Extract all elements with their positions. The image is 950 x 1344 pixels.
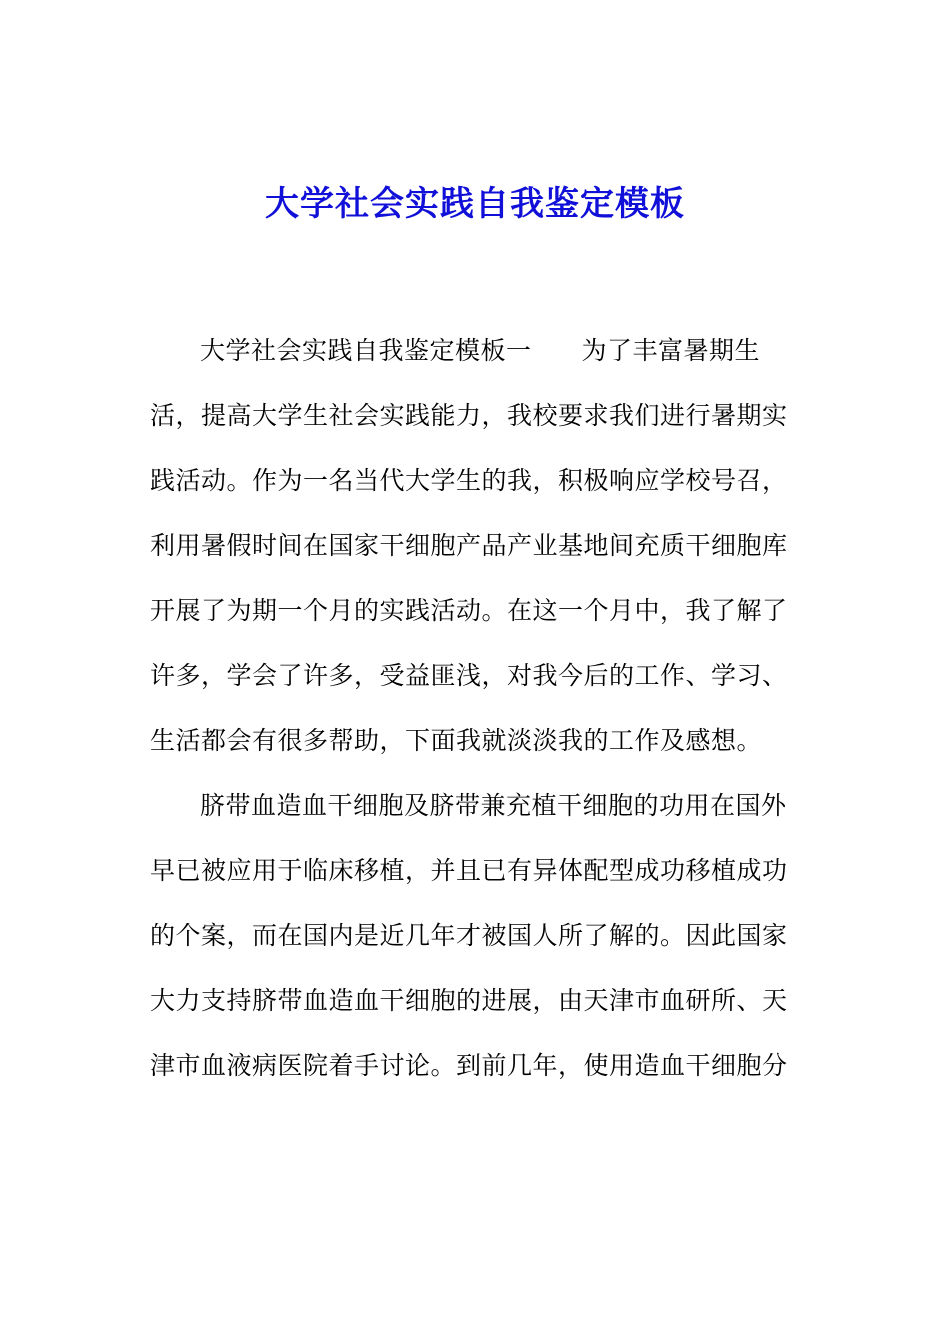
text-line: 的个案，而在国内是近几年才被国人所了解的。因此国家 [150, 921, 788, 950]
text-line: 早已被应用于临床移植，并且已有异体配型成功移植成功 [150, 856, 788, 885]
paragraph-2 [150, 781, 800, 1106]
document-body [150, 326, 800, 1106]
text-line-segment: 为了丰富暑期生 [581, 336, 761, 365]
text-line: 脐带血造血干细胞及脐带兼充植干细胞的功用在国外 [200, 791, 787, 820]
text-line: 开展了为期一个月的实践活动。在这一个月中，我了解了 [150, 596, 788, 625]
text-line: 践活动。作为一名当代大学生的我，积极响应学校号召， [150, 466, 788, 495]
text-line: 活，提高大学生社会实践能力，我校要求我们进行暑期实 [150, 401, 788, 430]
text-line: 利用暑假时间在国家干细胞产品产业基地间充质干细胞库 [150, 531, 788, 560]
text-line: 许多，学会了许多，受益匪浅，对我今后的工作、学习、 [150, 661, 788, 690]
paragraph-1 [150, 326, 800, 781]
document-title: 大学社会实践自我鉴定模板 [265, 184, 685, 224]
text-line [150, 326, 800, 391]
section-heading-inline: 大学社会实践自我鉴定模板一 [200, 336, 532, 365]
text-line: 津市血液病医院着手讨论。到前几年，使用造血干细胞分 [150, 1051, 788, 1080]
text-line: 大力支持脐带血造血干细胞的进展，由天津市血研所、天 [150, 986, 788, 1015]
text-line: 生活都会有很多帮助，下面我就淡淡我的工作及感想。 [150, 726, 763, 755]
